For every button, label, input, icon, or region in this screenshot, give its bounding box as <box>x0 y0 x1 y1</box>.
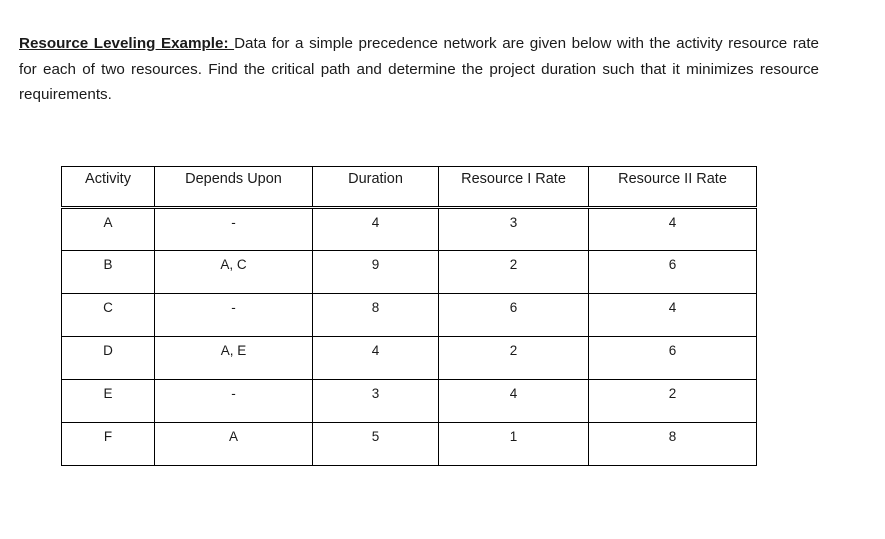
cell-resource-1-rate: 6 <box>439 294 589 337</box>
intro-paragraph <box>19 31 819 108</box>
table-row <box>62 423 757 466</box>
cell-activity: C <box>62 294 155 337</box>
resource-table <box>61 166 757 466</box>
cell-duration: 9 <box>313 251 439 294</box>
cell-resource-1-rate: 3 <box>439 208 589 251</box>
cell-resource-2-rate: 6 <box>589 337 757 380</box>
intro-lead: Resource Leveling Example: <box>19 35 229 52</box>
cell-activity: A <box>62 208 155 251</box>
cell-resource-2-rate: 6 <box>589 251 757 294</box>
cell-depends-upon: - <box>155 208 313 251</box>
intro-body: Data for a simple precedence network are given below with the activity resource rate for each of two resources. Find the critical path and determine the project duration such that it minimizes resource requirements. <box>19 35 819 103</box>
table-row <box>62 337 757 380</box>
cell-resource-1-rate: 2 <box>439 251 589 294</box>
cell-duration: 4 <box>313 337 439 380</box>
cell-activity: F <box>62 423 155 466</box>
table-row <box>62 208 757 251</box>
table-row <box>62 380 757 423</box>
table-row <box>62 251 757 294</box>
cell-depends-upon: - <box>155 380 313 423</box>
cell-duration: 5 <box>313 423 439 466</box>
cell-duration: 8 <box>313 294 439 337</box>
cell-resource-2-rate: 2 <box>589 380 757 423</box>
cell-activity: D <box>62 337 155 380</box>
header-row <box>62 167 757 208</box>
table-row <box>62 294 757 337</box>
header-depends-upon: Depends Upon <box>155 167 313 208</box>
cell-depends-upon: - <box>155 294 313 337</box>
header-activity: Activity <box>62 167 155 208</box>
cell-depends-upon: A, C <box>155 251 313 294</box>
header-resource-1-rate: Resource I Rate <box>439 167 589 208</box>
cell-resource-1-rate: 1 <box>439 423 589 466</box>
cell-duration: 4 <box>313 208 439 251</box>
cell-activity: B <box>62 251 155 294</box>
cell-resource-2-rate: 4 <box>589 208 757 251</box>
header-resource-2-rate: Resource II Rate <box>589 167 757 208</box>
cell-resource-1-rate: 2 <box>439 337 589 380</box>
cell-resource-2-rate: 4 <box>589 294 757 337</box>
cell-resource-1-rate: 4 <box>439 380 589 423</box>
cell-depends-upon: A, E <box>155 337 313 380</box>
cell-activity: E <box>62 380 155 423</box>
header-duration: Duration <box>313 167 439 208</box>
cell-duration: 3 <box>313 380 439 423</box>
cell-depends-upon: A <box>155 423 313 466</box>
cell-resource-2-rate: 8 <box>589 423 757 466</box>
